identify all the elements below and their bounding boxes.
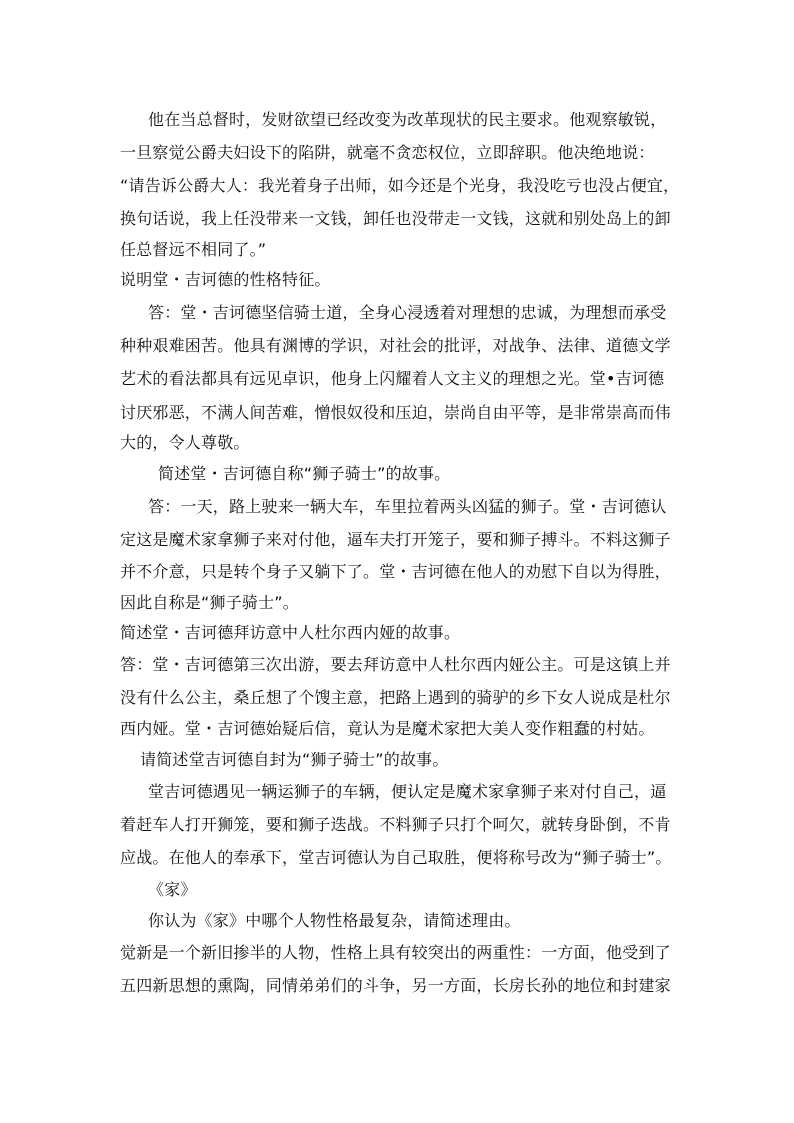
answer-line: 因此自称是“狮子骑士”。: [120, 593, 299, 612]
section-title: 《家》: [148, 880, 197, 899]
text-line: 任总督远不相同了。”: [120, 240, 267, 259]
answer-line: 应战。在他人的奉承下，堂吉诃德认为自己取胜，便将称号改为“狮子骑士”。: [120, 848, 672, 867]
answer-line: 西内娅。堂・吉诃德始疑后信，竟认为是魔术家把大美人变作粗蠢的村姑。: [120, 719, 655, 738]
answer-line: 大的，令人尊敬。: [120, 433, 250, 452]
answer-line: 讨厌邪恶，不满人间苦难，憎恨奴役和压迫，崇尚自由平等，是非常崇高而伟: [120, 403, 671, 422]
answer-line: 没有什么公主，桑丘想了个馊主意，把路上遇到的骑驴的乡下女人说成是杜尔: [120, 688, 671, 707]
answer-line: 定这是魔术家拿狮子来对付他，逼车夫打开笼子，要和狮子搏斗。不料这狮子: [120, 530, 671, 549]
question-heading: 你认为《家》中哪个人物性格最复杂，请简述理由。: [148, 911, 521, 930]
question-heading: 简述堂・吉诃德拜访意中人杜尔西内娅的故事。: [120, 623, 461, 642]
answer-line: 种种艰难困苦。他具有渊博的学识，对社会的批评，对战争、法律、道德文学: [120, 336, 671, 355]
answer-line: 答：堂・吉诃德第三次出游，要去拜访意中人杜尔西内娅公主。可是这镇上并: [120, 655, 671, 674]
answer-line: 觉新是一个新旧掺半的人物，性格上具有较突出的两重性：一方面，他受到了: [120, 943, 671, 962]
text-line: “请告诉公爵大人：我光着身子出师，如今还是个光身，我没吃亏也没占便宜，: [120, 176, 680, 195]
question-heading: 说明堂・吉诃德的性格特征。: [120, 270, 331, 289]
answer-line: 答：一天，路上驶来一辆大车，车里拉着两头凶猛的狮子。堂・吉诃德认: [148, 497, 667, 516]
answer-line: 艺术的看法都具有远见卓识，他身上闪耀着人文主义的理想之光。堂•吉诃德: [120, 369, 665, 388]
question-heading: 简述堂・吉诃德自称“狮子骑士”的故事。: [158, 464, 451, 483]
question-heading: 请简述堂吉诃德自封为“狮子骑士”的故事。: [140, 750, 449, 769]
answer-line: 着赶车人打开狮笼，要和狮子迭战。不料狮子只打个呵欠，就转身卧倒，不肯: [120, 815, 671, 834]
text-line: 一旦察觉公爵夫妇设下的陷阱，就毫不贪恋权位，立即辞职。他决绝地说：: [120, 143, 655, 162]
answer-line: 并不介意，只是转个身子又躺下了。堂・吉诃德在他人的劝慰下自以为得胜，: [120, 562, 671, 581]
answer-line: 答：堂・吉诃德坚信骑士道，全身心浸透着对理想的忠诚，为理想而承受: [148, 303, 667, 322]
text-line: 他在当总督时，发财欲望已经改变为改革现状的民主要求。他观察敏锐，: [148, 110, 667, 129]
answer-line: 堂吉诃德遇见一辆运狮子的车辆，便认定是魔术家拿狮子来对付自己，逼: [148, 782, 667, 801]
answer-line: 五四新思想的熏陶，同情弟弟们的斗争，另一方面，长房长孙的地位和封建家: [120, 976, 671, 995]
text-line: 换句话说，我上任没带来一文钱，卸任也没带走一文钱，这就和别处岛上的卸: [120, 209, 671, 228]
